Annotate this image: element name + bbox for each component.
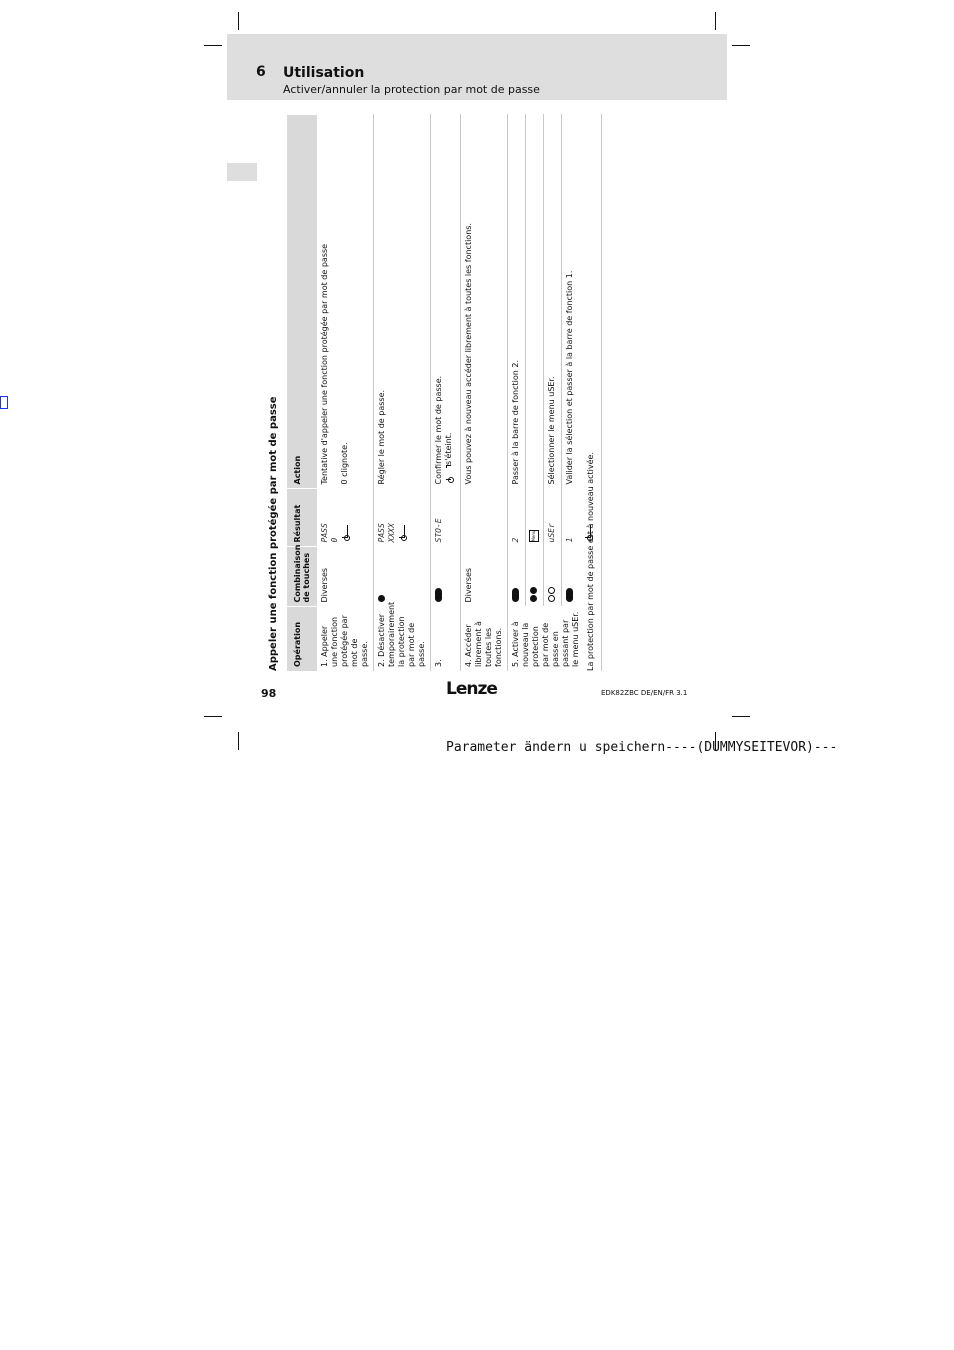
display-text: PASS [320,523,329,543]
procedure-table [287,115,602,672]
action-text: Sélectionner le menu uSEr. [547,376,556,485]
result-cell [317,489,374,547]
keys-cell: Diverses [461,547,508,607]
table-title: Appeler une fonction protégée par mot de passe [268,396,279,671]
result-cell [508,489,526,547]
crop-mark [204,45,222,46]
step-number: 2. [377,659,386,667]
crop-mark [238,732,239,750]
result-cell [374,489,431,547]
keys-cell [431,547,461,607]
rotated-table-block [264,115,600,671]
crop-mark [715,12,716,30]
operation-cell [431,607,461,671]
arrow-key-icon [530,588,537,595]
keys-cell: Diverses [317,547,374,607]
operation-cell [461,607,508,671]
action-cell [508,115,526,489]
column-header-action: Action [287,115,317,489]
keys-cell [374,547,431,607]
shift-prg-key-icon [512,589,519,603]
action-cell [544,115,562,489]
operation-text: Accéder librement à toutes les fonctions. [464,621,503,667]
display-text: STO-E [434,518,443,543]
table-row [431,115,461,671]
shift-prg-key-icon [435,589,442,603]
display-text: XXXX [387,523,396,543]
column-header-result: Résultat [287,489,317,547]
result-cell [431,489,461,547]
dummy-page-marker: Parameter ändern u speichern----(DUMMYSEITEVOR)--- [446,740,838,755]
crop-mark [732,45,750,46]
column-header-keys: Combinaison de touches [287,547,317,607]
table-row [461,115,508,671]
table-row [526,115,544,671]
function-bar-number: 1 [565,537,574,543]
keys-cell [508,547,526,607]
lock-icon [342,526,348,539]
keys-cell [544,547,562,607]
shift-prg-key-icon [566,589,573,603]
table-header-row [287,115,317,671]
action-note [444,120,454,485]
result-cell [562,489,602,547]
result-cell [544,489,562,547]
table-row [374,115,431,671]
display-text: 0 [330,537,339,543]
display-text: PASS [377,523,386,543]
action-cell [431,115,461,489]
keys-cell [562,547,602,607]
action-cell [526,115,544,489]
column-header-operation: Opération [287,607,317,671]
action-cell [374,115,431,489]
chapter-number: 6 [256,64,266,80]
step-number: 3. [434,659,443,667]
lenze-logo: Lenze [446,679,497,699]
page-number: 98 [261,687,277,700]
crop-mark [204,716,222,717]
action-text: Tentative d'appeler une fonction protégée par mot de passe [320,243,329,485]
arrow-key-icon [530,596,537,603]
table-row [317,115,374,671]
action-text: Vous pouvez à nouveau accéder librement à toutes les fonctions. [464,223,473,485]
step-number: 4. [464,659,473,667]
result-cell [461,489,508,547]
crop-mark [732,716,750,717]
operation-text: Appeler une fonction protégée par mot de passe. [320,615,369,667]
arrow-key-icon [548,596,555,603]
margin-marker [0,396,8,409]
unlock-icon [446,468,451,481]
action-cell [461,115,508,489]
action-text: Confirmer le mot de passe. [434,375,443,485]
step-number: 5. [511,659,520,667]
document-reference: EDK82ZBC DE/EN/FR 3.1 [601,689,688,697]
table-row [562,115,602,671]
chapter-subtitle: Activer/annuler la protection par mot de passe [283,83,540,96]
keys-cell [526,547,544,607]
action-text: Valider la sélection et passer à la barre de fonction 1. [565,270,574,485]
table-row [508,115,526,671]
action-text: Régler le mot de passe. [377,389,386,485]
side-tab [227,163,257,181]
step-number: 1. [320,659,329,667]
arrow-key-icon [548,588,555,595]
operation-cell [317,607,374,671]
action-text: 0 clignote. [340,442,349,485]
action-text: s'éteint. [444,432,453,465]
display-text: uSEr [547,523,556,543]
operation-text: Activer à nouveau la protection par mot de passe en passant par le menu uSEr. [511,611,580,667]
operation-cell [374,601,431,671]
table-row [544,115,562,671]
action-cell [317,115,374,489]
up-key-icon [378,596,385,603]
chapter-title: Utilisation [283,65,365,81]
function-bar-number: 2 [511,537,520,543]
result-cell [526,489,544,547]
operation-text: Désactiver temporairement la protection par mot de passe. [377,601,426,667]
menu-icon: Menu [529,531,539,543]
table-footnote: La protection par mot de passe est à nouveau activée. [586,451,595,671]
crop-mark [238,12,239,30]
action-cell [562,115,602,489]
action-text: Passer à la barre de fonction 2. [511,360,520,485]
lock-icon [399,526,405,539]
